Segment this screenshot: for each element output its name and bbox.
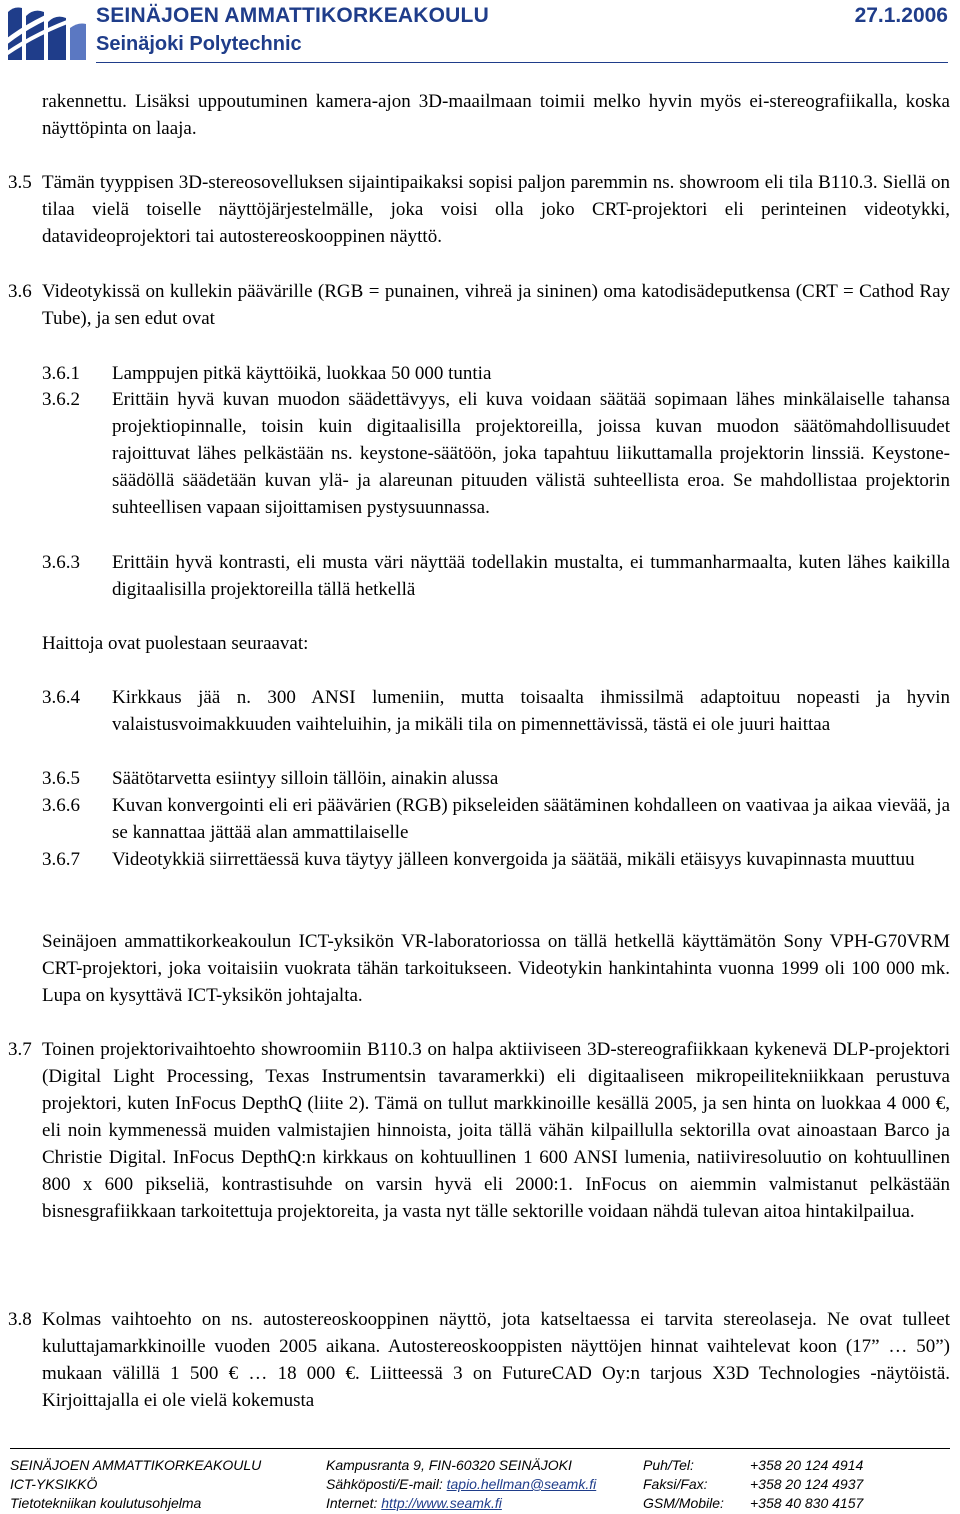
item-3-6-2-text: Erittäin hyvä kuvan muodon säädettävyys, eli kuva voidaan säätää sopimaan lähes minkälaiselle tahansa projektiopinnalle, toisin kuin digitaalisilla projektoreilla, joissa kuvan muodon säätömahdollisuudet rajoittuvat lähes pelkästään ns. keystone-säätöön, joka tapahtuu liikuttamalla projektorin linssiä. Keystone-säädöllä säädetään kuvan ylä- ja alareunan pituuden välistä suhteellista eroa. Se mahdollistaa projektorin suhteellisen vapaan sijoittamisen pystysuunnassa. [112,389,950,518]
item-3-6-1-text: Lamppujen pitkä käyttöikä, luokkaa 50 000 tuntia [112,363,492,384]
item-3-6-4-text: Kirkkaus jää n. 300 ANSI lumeniin, mutta toisaalta ihmissilmä adaptoituu nopeasti ja hyvin valaistusvoimakkuuden vaihteluihin, ja mikäli tila on pimennettävissä, tästä ei ole juuri haittaa [112,687,950,735]
website-link[interactable]: http://www.seamk.fi [381,1495,502,1511]
email-label: Sähköposti/E-mail: [326,1476,443,1492]
fax-label: Faksi/Fax: [643,1476,708,1492]
footer-unit: ICT-YKSIKKÖ [10,1476,98,1492]
footer-web-row [326,1494,502,1513]
email-link[interactable]: tapio.hellman@seamk.fi [446,1476,597,1492]
web-label: Internet: [326,1495,378,1511]
footer-address: Kampusranta 9, FIN-60320 SEINÄJOKI [326,1457,572,1473]
item-number-3-6-6: 3.6.6 [42,795,80,816]
page-header [0,0,960,66]
section-number-3-6: 3.6 [8,281,32,302]
section-3-8-text: Kolmas vaihtoehto on ns. autostereoskooppinen näyttö, jota katseltaessa ei tarvita stereolaseja. Ne ovat tulleet kuluttajamarkkinoille vuoden 2005 aikana. Autostereoskooppisten näyttöjen hinnat vaihtelevat koon (17” … 50”) mukaan välillä 1 500 € … 18 000 €. Liitteessä 3 on FutureCAD Oy:n tarjous X3D Technologies -näytöistä. Kirjoittajalla ei ole vielä kokemusta [42,1309,950,1411]
section-3-6-text: Videotykissä on kullekin päävärille (RGB = punainen, vihreä ja sininen) oma katodisädeputkensa (CRT = Cathod Ray Tube), ja sen edut ovat [42,281,950,329]
item-3-6-7-text: Videotykkiä siirrettäessä kuva täytyy jälleen konvergoida ja säätää, mikäli etäisyys kuvapinnasta muuttuu [112,849,915,870]
section-3-5-text: Tämän tyyppisen 3D-stereosovelluksen sijaintipaikaksi sopisi paljon paremmin ns. showroom eli tila B110.3. Siellä on tilaa vielä toiselle näyttöjärjestelmälle, joka voisi olla joko CRT-projektori eli perinteinen videotykki, datavideoprojektori tai autostereoskooppinen näyttö. [42,172,950,247]
footer-org-name: SEINÄJOEN AMMATTIKORKEAKOULU [10,1457,262,1473]
item-number-3-6-7: 3.6.7 [42,849,80,870]
item-3-6-3-text: Erittäin hyvä kontrasti, eli musta väri näyttää todellakin mustalta, ei tummanharmaalta, kuten lähes kaikilla digitaalisilla projektoreilla tällä hetkellä [112,552,950,600]
org-name: SEINÄJOEN AMMATTIKORKEAKOULU [96,4,489,27]
section-number-3-7: 3.7 [8,1039,32,1060]
vr-lab-paragraph: Seinäjoen ammattikorkeakoulun ICT-yksikön VR-laboratoriossa on tällä hetkellä käyttämätön Sony VPH-G70VRM CRT-projektori, joka voitaisiin vuokrata tähän tarkoitukseen. Videotykin hankintahinta vuonna 1999 oli 100 000 mk. Lupa on kysyttävä ICT-yksikön johtajalta. [42,931,950,1006]
phone-number: +358 20 124 4914 [750,1457,864,1473]
intro-paragraph: rakennettu. Lisäksi uppoutuminen kamera-ajon 3D-maailmaan toimii melko hyvin myös ei-stereografiikalla, koska näyttöpinta on laaja. [42,91,950,139]
section-number-3-5: 3.5 [8,172,32,193]
footer-email-row [326,1475,596,1494]
polytechnic-logo-icon [4,2,90,64]
drawbacks-heading: Haittoja ovat puolestaan seuraavat: [42,633,309,654]
item-number-3-6-2: 3.6.2 [42,389,80,410]
header-divider [96,62,948,63]
footer-divider [10,1448,950,1449]
item-number-3-6-5: 3.6.5 [42,768,80,789]
item-number-3-6-3: 3.6.3 [42,552,80,573]
section-number-3-8: 3.8 [8,1309,32,1330]
fax-number: +358 20 124 4937 [750,1476,864,1492]
gsm-number: +358 40 830 4157 [750,1495,864,1511]
footer-programme: Tietotekniikan koulutusohjelma [10,1495,202,1511]
phone-label: Puh/Tel: [643,1457,694,1473]
item-number-3-6-4: 3.6.4 [42,687,80,708]
item-number-3-6-1: 3.6.1 [42,363,80,384]
section-3-7-text: Toinen projektorivaihtoehto showroomiin B110.3 on halpa aktiiviseen 3D-stereografiikkaan kykenevä DLP-projektori (Digital Light Processing, Texas Instrumentsin tavaramerkki) eli digitaaliseen mikropeilitekniikkaan perustuva projektori, kuten InFocus DepthQ (liite 2). Tämä on tullut markkinoille kesällä 2005, ja sen hinta on luokkaa 4 000 €, eli noin kymmenessä muiden valmistajien hinnoista, joita tällä vähän kilpaillulla sektorilla ovat ainoastaan Barco ja Christie Digital. InFocus DepthQ:n kirkkaus on kohtuullinen 1 600 ANSI lumenia, natiiviresoluutio on kohtuullinen 800 x 600 pikseliä, kontrastisuhde on varsin hyvä eli 2000:1. InFocus on aiemmin valmistanut pelkästään bisnesgrafiikkaan tarkoitettuja projektoreita, ja vasta nyt tälle sektorille voidaan nähdä tulevan aitoa hintakilpailua. [42,1039,950,1222]
header-date: 27.1.2006 [854,4,948,27]
item-3-6-5-text: Säätötarvetta esiintyy silloin tällöin, ainakin alussa [112,768,499,789]
page-footer [0,1448,960,1514]
gsm-label: GSM/Mobile: [643,1495,724,1511]
org-subtitle: Seinäjoki Polytechnic [96,33,302,55]
item-3-6-6-text: Kuvan konvergointi eli eri päävärien (RGB) pikseleiden säätäminen kohdalleen on vaativaa ja aikaa vievää, ja se kannattaa jättää alan ammattilaiselle [112,795,950,843]
